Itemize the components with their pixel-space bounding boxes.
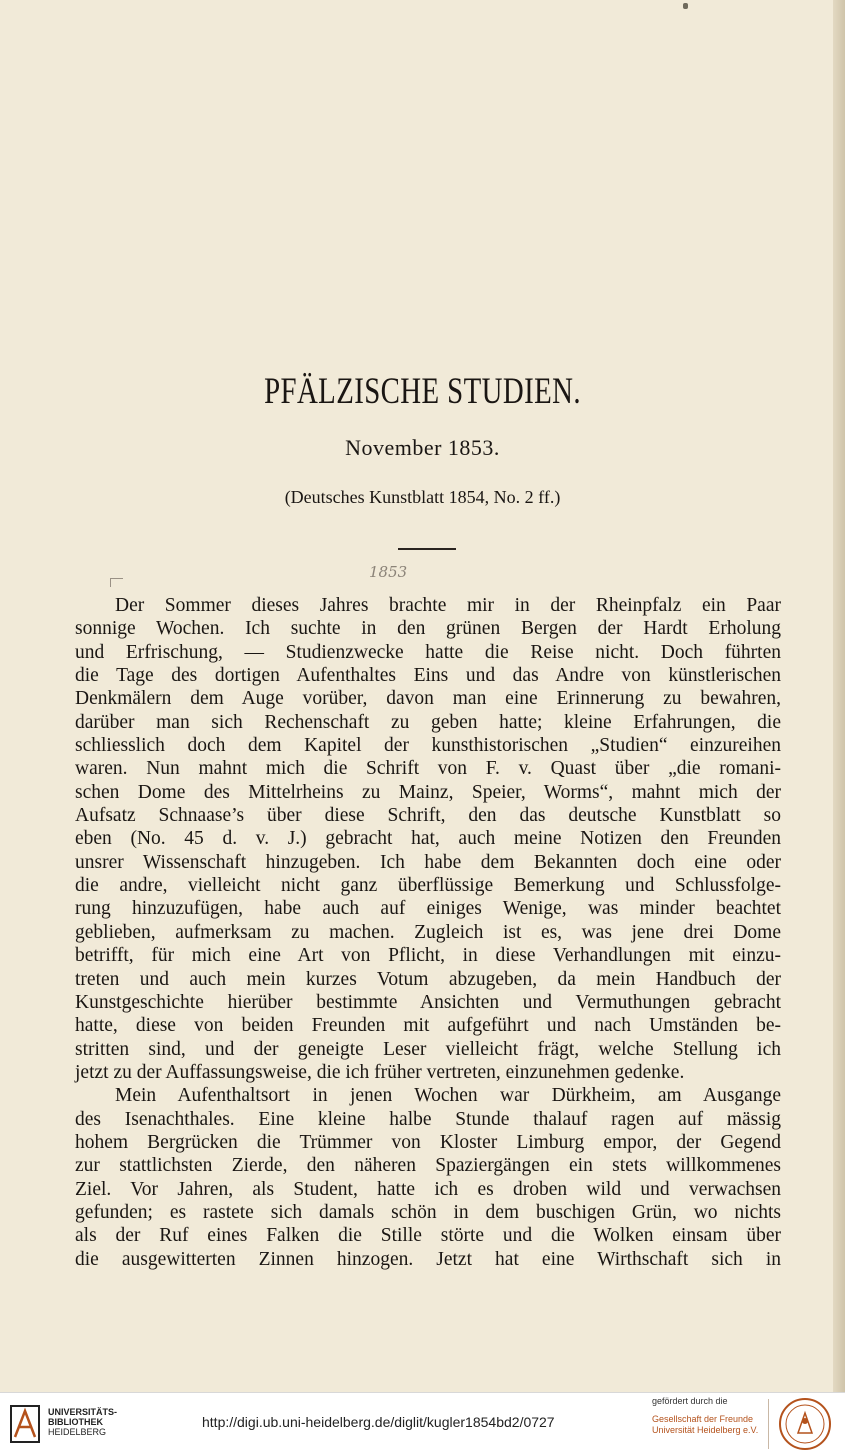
- university-seal-icon[interactable]: [778, 1397, 832, 1451]
- viewer-footer: [0, 1392, 845, 1454]
- funded-by-label: gefördert durch die: [652, 1396, 728, 1406]
- library-name-line: HEIDELBERG: [48, 1427, 107, 1437]
- body-text: [75, 594, 781, 1271]
- library-name-line: UNIVERSITÄTS-: [48, 1407, 118, 1417]
- permalink-url[interactable]: http://digi.ub.uni-heidelberg.de/diglit/kugler1854bd2/0727: [202, 1414, 555, 1430]
- text-line: Kunstgeschichte hierüber bestimmte Ansichten und Vermuthungen gebracht: [75, 991, 781, 1013]
- society-name-line: Gesellschaft der Freunde: [652, 1414, 754, 1424]
- text-line: und Erfrischung, — Studienzwecke hatte die Reise nicht. Doch führten: [75, 641, 781, 663]
- text-line: waren. Nun mahnt mich die Schrift von F. v. Quast über „die romani-: [75, 758, 781, 780]
- text-line: stritten sind, und der geneigte Leser vielleicht frägt, welche Stellung ich: [75, 1038, 781, 1060]
- pencil-annotation: 1853: [369, 563, 408, 581]
- library-name-line: BIBLIOTHEK: [48, 1417, 103, 1427]
- text-line: zur stattlichsten Zierde, den näheren Spaziergängen ein stets willkommenes: [75, 1155, 781, 1177]
- page-title: PFÄLZISCHE STUDIEN.: [264, 371, 581, 412]
- text-line: hatte, diese von beiden Freunden mit aufgeführt und nach Umständen be-: [75, 1015, 781, 1037]
- text-line: des Isenachthales. Eine kleine halbe Stunde thalauf ragen auf mässig: [75, 1108, 781, 1130]
- page-edge-shadow: [833, 0, 845, 1392]
- society-name[interactable]: [652, 1414, 758, 1436]
- ink-spot: [683, 3, 688, 9]
- library-logo-icon[interactable]: [10, 1405, 40, 1443]
- text-line: unsrer Wissenschaft hinzugeben. Ich habe dem Bekannten doch eine oder: [75, 851, 781, 873]
- text-line: treten und auch mein kurzes Votum abzugeben, da mein Handbuch der: [75, 968, 781, 990]
- text-line: schen Dome des Mittelrheins zu Mainz, Speier, Worms“, mahnt mich der: [75, 781, 781, 803]
- text-line: geblieben, aufmerksam zu machen. Zugleich ist es, was jene drei Dome: [75, 921, 781, 943]
- pencil-mark: [110, 578, 123, 587]
- text-line: Aufsatz Schnaase’s über diese Schrift, den das deutsche Kunstblatt so: [75, 805, 781, 827]
- text-line: Der Sommer dieses Jahres brachte mir in der Rheinpfalz ein Paar: [115, 595, 781, 616]
- society-name-line: Universität Heidelberg e.V.: [652, 1425, 759, 1435]
- text-line: die andre, vielleicht nicht ganz überflüssige Bemerkung und Schlussfolge-: [75, 875, 781, 897]
- text-line: sonnige Wochen. Ich suchte in den grünen Bergen der Hardt Erholung: [75, 618, 781, 640]
- text-line: hohem Bergrücken die Trümmer von Kloster Limburg empor, der Gegend: [75, 1131, 781, 1153]
- text-line: Ziel. Vor Jahren, als Student, hatte ich es droben wild und verwachsen: [75, 1178, 781, 1200]
- text-line: die ausgewitterten Zinnen hinzogen. Jetzt hat eine Wirthschaft sich in: [75, 1248, 781, 1270]
- text-line: Denkmälern dem Auge vorüber, davon man eine Erinnerung zu bewahren,: [75, 688, 781, 710]
- library-name[interactable]: [48, 1407, 117, 1437]
- text-line: darüber man sich Rechenschaft zu geben hatte; kleine Erfahrungen, die: [75, 711, 781, 733]
- section-divider: [398, 548, 456, 550]
- text-line: eben (No. 45 d. v. J.) gebracht hat, auch meine Notizen den Freunden: [75, 828, 781, 850]
- text-line: betrifft, für mich eine Art von Pflicht, in diese Verhandlungen mit einzu-: [75, 945, 781, 967]
- text-line: Mein Aufenthaltsort in jenen Wochen war Dürkheim, am Ausgange: [115, 1085, 781, 1107]
- text-line: rung hinzuzufügen, habe auch auf einiges Wenige, was minder beachtet: [75, 898, 781, 920]
- footer-separator: [768, 1399, 769, 1449]
- text-line: gefunden; es rastete sich damals schön in dem buschigen Grün, wo nichts: [75, 1201, 781, 1223]
- text-line: jetzt zu der Auffassungsweise, die ich früher vertreten, einzunehmen gedenke.: [75, 1061, 685, 1083]
- text-line: als der Ruf eines Falken die Stille störte und die Wolken einsam über: [75, 1225, 781, 1247]
- source-citation: (Deutsches Kunstblatt 1854, No. 2 ff.): [284, 487, 561, 507]
- text-line: die Tage des dortigen Aufenthaltes Eins und das Andre von künstlerischen: [75, 665, 781, 687]
- text-line: schliesslich doch dem Kapitel der kunsthistorischen „Studien“ einzureihen: [75, 735, 781, 757]
- page-subtitle: November 1853.: [345, 435, 500, 460]
